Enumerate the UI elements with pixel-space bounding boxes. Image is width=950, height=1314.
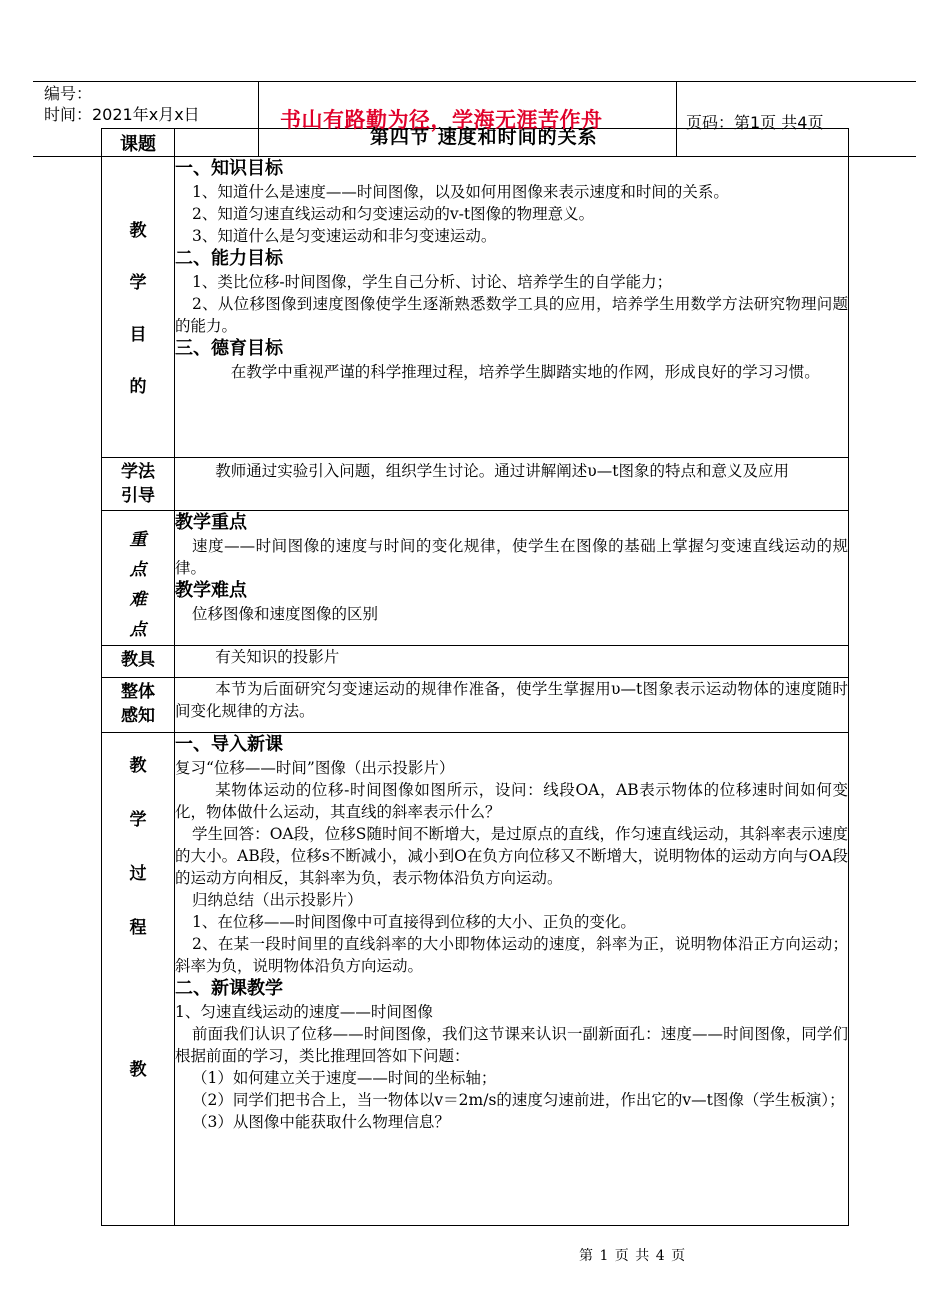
new-lesson-line: 1、匀速直线运动的速度——时间图像 [175,1003,433,1021]
number-label: 编号： [44,84,93,103]
intro-line: 1、在位移——时间图像中可直接得到位移的大小、正负的变化。 [192,913,636,931]
new-lesson-line: 前面我们认识了位移——时间图像，我们这节课来认识一副新面孔：速度——时间图像，同学们根据前面的学习，类比推理回答如下问题： [175,1025,848,1065]
overall-label: 整体 感知 [102,678,175,733]
header-top-rule [33,81,916,82]
ability-heading: 二、能力目标 [175,248,283,269]
keypoints-content [175,511,849,646]
intro-line: 复习“位移——时间”图像（出示投影片） [175,759,455,777]
moral-heading: 三、德育目标 [175,338,283,359]
difficult-text: 位移图像和速度图像的区别 [192,605,379,623]
lesson-plan-table [101,128,849,1226]
objectives-content [175,157,849,458]
tools-content [175,646,849,678]
intro-line: 归纳总结（出示投影片） [192,891,363,909]
row-overall [102,678,849,733]
tools-text: 有关知识的投影片 [215,648,340,666]
method-content [175,458,849,511]
knowledge-heading: 一、知识目标 [175,158,283,179]
row-tools [102,646,849,678]
new-lesson-line: （3）从图像中能获取什么物理信息？ [192,1113,450,1131]
tools-label: 教具 [102,646,175,678]
new-lesson-line: （2）同学们把书合上，当一物体以v＝2m/s的速度匀速前进，作出它的v—t图像（学生板演）； [192,1091,845,1109]
objectives-label: 教 学 目 的 [102,157,175,458]
knowledge-item: 3、知道什么是匀变速运动和非匀变速运动。 [192,227,497,245]
ability-item: 1、类比位移-时间图像，学生自己分析、讨论、培养学生的自学能力； [192,273,673,291]
row-process [102,733,849,1226]
motto-banner: 书山有路勤为径，学海无涯苦作舟 [280,108,603,132]
new-lesson-line: （1）如何建立关于速度——时间的坐标轴； [192,1069,497,1087]
intro-heading: 一、导入新课 [175,734,283,755]
key-text: 速度——时间图像的速度与时间的变化规律，使学生在图像的基础上掌握匀变速直线运动的规律。 [175,537,848,577]
process-label: 教 学 过 程 教 [102,733,175,1226]
difficult-heading: 教学难点 [175,580,247,601]
row-method [102,458,849,511]
date-label: 时间：2021年x月x日 [44,105,200,124]
intro-line: 2、在某一段时间里的直线斜率的大小即物体运动的速度，斜率为正，说明物体沿正方向运动；斜率为负，说明物体沿负方向运动。 [175,935,848,975]
overall-content [175,678,849,733]
course-title: 第四节 速度和时间的关系 [370,126,598,148]
process-content [175,733,849,1226]
method-text: 教师通过实验引入问题，组织学生讨论。通过讲解阐述υ—t图象的特点和意义及应用 [215,462,789,480]
row-keypoints [102,511,849,646]
page-footer: 第 1 页 共 4 页 [579,1248,687,1264]
overall-text: 本节为后面研究匀变速运动的规律作准备，使学生掌握用υ—t图象表示运动物体的速度随时间变化规律的方法。 [175,680,848,720]
row-objectives [102,157,849,458]
keypoints-label: 重 点 难 点 [102,511,175,646]
new-lesson-heading: 二、新课教学 [175,978,283,999]
course-label: 课题 [102,129,175,157]
ability-item: 2、从位移图像到速度图像使学生逐渐熟悉数学工具的应用，培养学生用数学方法研究物理问题的能力。 [175,295,848,335]
knowledge-item: 2、知道匀速直线运动和匀变速运动的v-t图像的物理意义。 [192,205,595,223]
moral-text: 在教学中重视严谨的科学推理过程，培养学生脚踏实地的作网，形成良好的学习习惯。 [230,363,820,381]
method-label: 学法 引导 [102,458,175,511]
page-info: 页码：第1页 共4页 [686,113,824,132]
key-heading: 教学重点 [175,512,247,533]
knowledge-item: 1、知道什么是速度——时间图像，以及如何用图像来表示速度和时间的关系。 [192,183,729,201]
intro-line: 某物体运动的位移-时间图像如图所示，设问：线段OA，AB表示物体的位移速时间如何变化，物体做什么运动，其直线的斜率表示什么？ [175,781,848,821]
intro-line: 学生回答：OA段，位移S随时间不断增大，是过原点的直线，作匀速直线运动，其斜率表示速度的大小。AB段，位移s不断减小，减小到O在负方向位移又不断增大，说明物体的运动方向与OA段的运动方向相反，其斜率为负，表示物体沿负方向运动。 [175,825,848,887]
